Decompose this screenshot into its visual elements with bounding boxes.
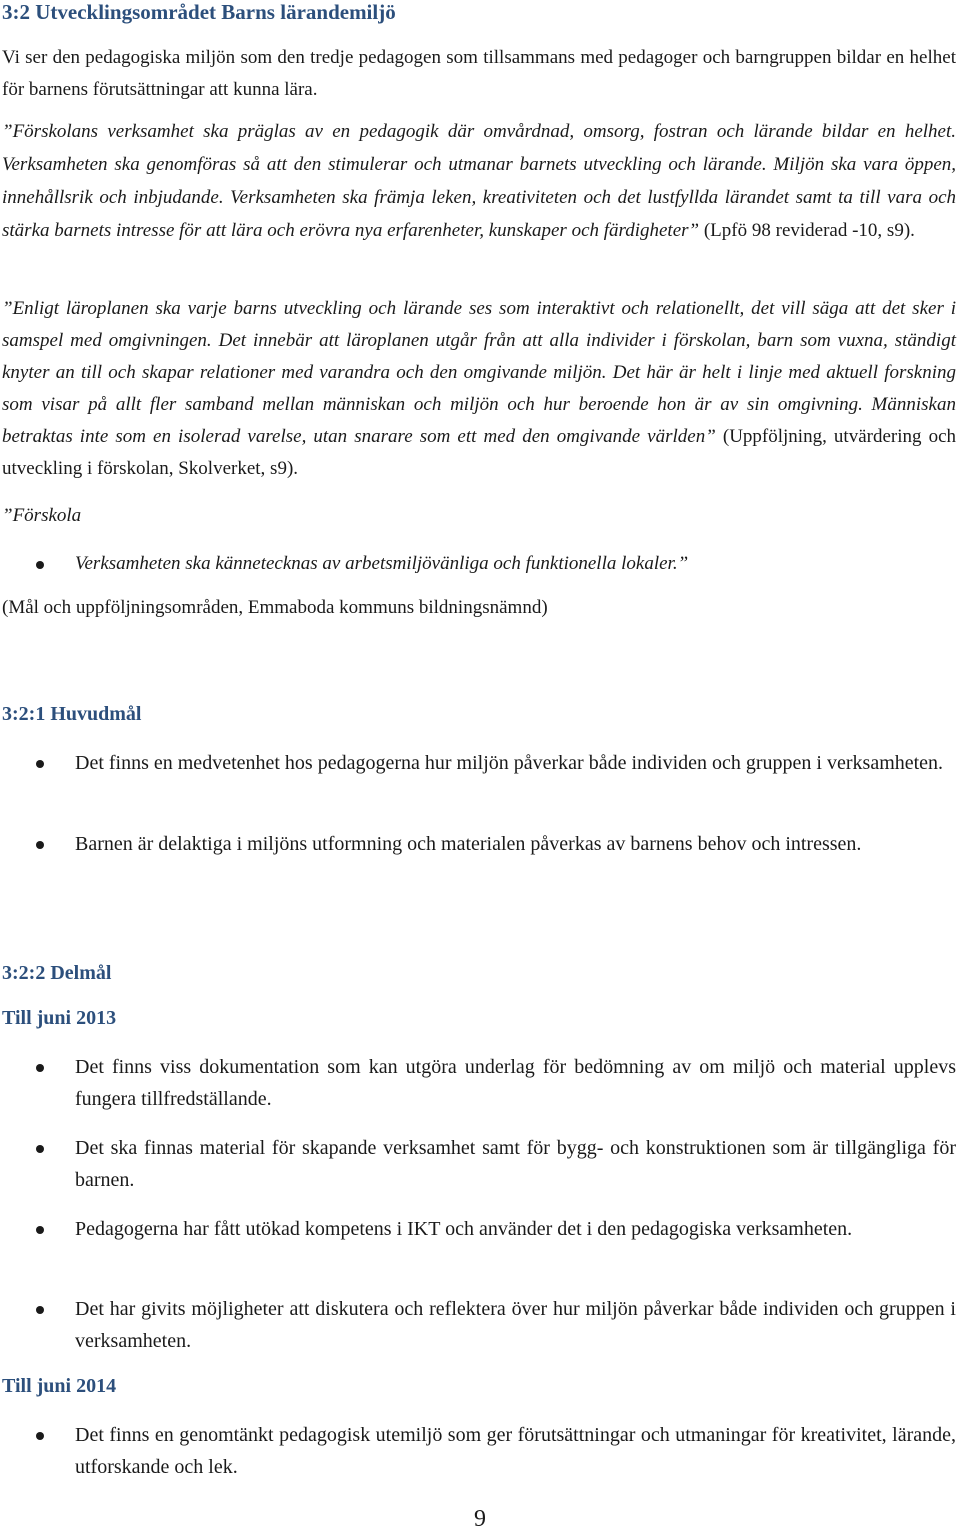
delmal-2014-heading: Till juni 2014 (2, 1375, 117, 1397)
delmal-heading: 3:2:2 Delmål (2, 962, 112, 984)
list-item (0, 1293, 956, 1357)
list-item (0, 828, 956, 860)
bullet-icon (36, 841, 44, 849)
list-item (0, 1051, 956, 1115)
list-item-text: Det finns viss dokumentation som kan utgöra underlag för bedömning av om miljö och material upplevs fungera tillfredställande. (75, 1056, 956, 1110)
bullet-icon (36, 1432, 44, 1440)
list-item-text: Barnen är delaktiga i miljöns utformning och materialen påverkas av barnens behov och intressen. (75, 833, 862, 855)
list-item (0, 747, 956, 779)
page-number: 9 (474, 1506, 486, 1532)
quote-skolverket-text: ”Enligt läroplanen ska varje barns utveckling och lärande ses som interaktivt och relationellt, det vill säga att det sker i samspel med omgivningen. Det innebär att läroplanen utgår från att alla individer i förskolan, barn som vuxna, ständigt knyter an till och skapar relationer med varandra och den omgivande miljön. Det här är helt i linje med aktuell forskning som visar på allt fler samband mellan människan och miljön och hur beroende hon är av sin omgivning. Människan betraktas inte som en isolerad varelse, utan snarare som ett med den omgivande världen” (2, 298, 956, 447)
list-item (0, 1213, 956, 1245)
list-item (0, 1419, 956, 1483)
bullet-icon (36, 1306, 44, 1314)
forskola-reference: (Mål och uppföljningsområden, Emmaboda kommuns bildningsnämnd) (2, 597, 548, 618)
list-item-text: Pedagogerna har fått utökad kompetens i IKT och använder det i den pedagogiska verksamheten. (75, 1218, 853, 1240)
forskola-bullet-text: Verksamheten ska kännetecknas av arbetsmiljövänliga och funktionella lokaler.” (75, 553, 689, 574)
quote-lpfo (2, 115, 956, 247)
quote-lpfo-reference: (Lpfö 98 reviderad -10, s9). (699, 220, 915, 241)
bullet-icon (36, 1145, 44, 1153)
quote-skolverket-reference: (Uppföljning, utvärdering och utveckling i förskolan, Skolverket, s9). (2, 426, 956, 479)
forskola-label: ”Förskola (2, 505, 82, 526)
bullet-icon (36, 561, 44, 569)
list-item (0, 1132, 956, 1196)
quote-skolverket (2, 293, 956, 485)
huvudmal-heading: 3:2:1 Huvudmål (2, 703, 142, 725)
bullet-icon (36, 760, 44, 768)
list-item-text: Det finns en medvetenhet hos pedagogerna hur miljön påverkar både individen och gruppen i verksamheten. (75, 752, 944, 774)
list-item-text: Det har givits möjligheter att diskutera och reflektera över hur miljön påverkar både individen och gruppen i verksamheten. (75, 1298, 956, 1352)
bullet-icon (36, 1226, 44, 1234)
quote-lpfo-text: ”Förskolans verksamhet ska präglas av en pedagogik där omvårdnad, omsorg, fostran och lärande bildar en helhet. Verksamheten ska genomföras så att den stimulerar och utmanar barnets utveckling och lärande. Miljön ska vara öppen, innehållsrik och inbjudande. Verksamheten ska främja leken, kreativiteten och det lustfyllda lärandet samt ta till vara och stärka barnets intresse för att lära och erövra nya erfarenheter, kunskaper och färdigheter” (2, 121, 956, 241)
bullet-icon (36, 1064, 44, 1072)
list-item-text: Det finns en genomtänkt pedagogisk utemiljö som ger förutsättningar och utmaningar för kreativitet, lärande, utforskande och lek. (75, 1424, 956, 1478)
intro-paragraph: Vi ser den pedagogiska miljön som den tredje pedagogen som tillsammans med pedagoger och barngruppen bildar en helhet för barnens förutsättningar att kunna lära. (2, 47, 956, 100)
section-title: 3:2 Utvecklingsområdet Barns lärandemiljö (2, 0, 396, 24)
forskola-bullet (0, 548, 956, 580)
list-item-text: Det ska finnas material för skapande verksamhet samt för bygg- och konstruktionen som är tillgängliga för barnen. (75, 1137, 956, 1191)
delmal-2013-heading: Till juni 2013 (2, 1007, 117, 1029)
